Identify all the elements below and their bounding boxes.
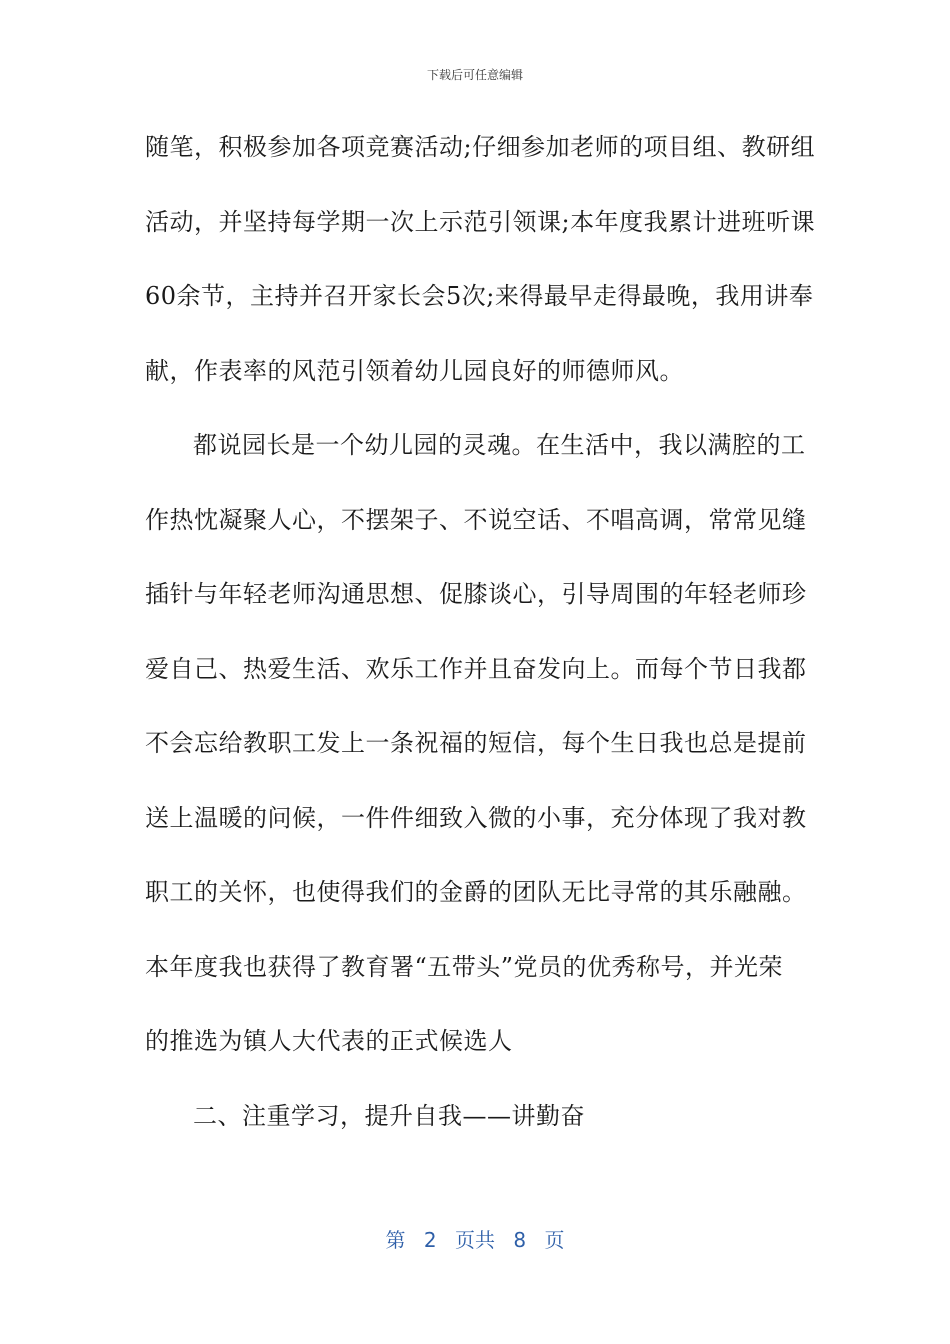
text-line: 爱自己、热爱生活、欢乐工作并且奋发向上。而每个节日我都 xyxy=(145,654,807,683)
footer-suffix: 页 xyxy=(544,1228,565,1252)
paragraph-1 xyxy=(145,122,816,420)
text-line: 都说园长是一个幼儿园的灵魂。在生活中，我以满腔的工 xyxy=(193,431,806,459)
text-line: 60余节，主持并召开家长会5次;来得最早走得最晚，我用讲奉 xyxy=(145,282,814,310)
page-footer xyxy=(0,1224,950,1253)
page-header: 下载后可任意编辑 xyxy=(426,68,523,82)
section-heading: 二、注重学习，提升自我——讲勤奋 xyxy=(193,1101,585,1130)
text-line: 送上温暖的问候，一件件细致入微的小事，充分体现了我对教 xyxy=(145,803,807,832)
text-line: 职工的关怀，也使得我们的金爵的团队无比寻常的其乐融融。 xyxy=(145,878,807,906)
text-line: 的推选为镇人大代表的正式候选人 xyxy=(145,1027,513,1055)
text-line: 作热忱凝聚人心，不摆架子、不说空话、不唱高调，常常见缝 xyxy=(145,505,807,534)
text-line: 插针与年轻老师沟通思想、促膝谈心，引导周围的年轻老师珍 xyxy=(145,580,807,608)
footer-total-pages: 8 xyxy=(513,1228,527,1252)
footer-prefix: 第 xyxy=(385,1228,406,1252)
text-line: 献，作表率的风范引领着幼儿园良好的师德师风。 xyxy=(145,356,684,385)
text-line: 不会忘给教职工发上一条祝福的短信，每个生日我也总是提前 xyxy=(145,729,807,757)
text-line: 本年度我也获得了教育署“五带头”党员的优秀称号，并光荣 xyxy=(145,952,784,981)
footer-current-page: 2 xyxy=(423,1228,437,1252)
document-body xyxy=(145,122,816,1165)
paragraph-2 xyxy=(145,420,810,1091)
footer-middle: 页共 xyxy=(455,1228,495,1252)
text-line: 活动，并坚持每学期一次上示范引领课;本年度我累计进班听课 xyxy=(145,207,816,236)
text-line: 随笔，积极参加各项竞赛活动;仔细参加老师的项目组、教研组 xyxy=(145,133,816,161)
